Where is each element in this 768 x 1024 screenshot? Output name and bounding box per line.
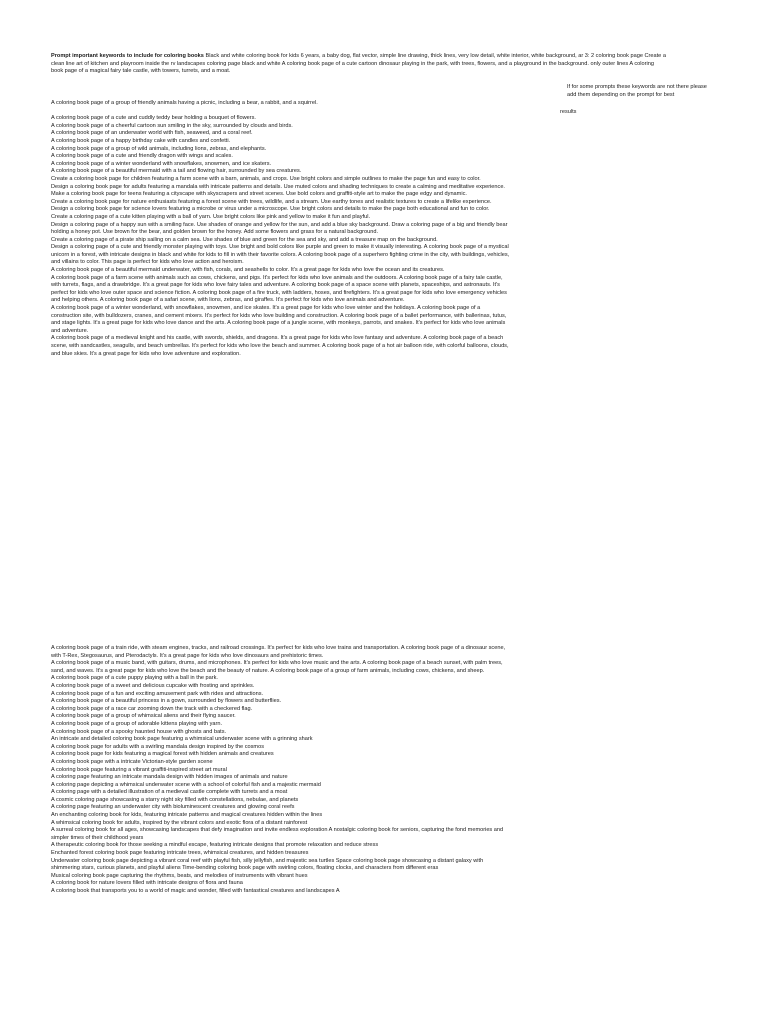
list-item: Design a coloring page of a cute and friendly monster playing with toys. Use bright and bold colors like purple and green to make it visually interesting. A coloring book page of a mystical unicorn in a forest, with intricate designs in black and white for kids to fill in with their favorite colors. A coloring book page of a superhero fighting crime in the city, with buildings, vehicles, and villains to color. This page is perfect for kids who love action and heroism. [51, 244, 510, 266]
list-item: A coloring book page for adults with a swirling mandala design inspired by the cosmos [51, 743, 264, 750]
list-item: Design a coloring book page for science lovers featuring a microbe or virus under a microscope. Use bright colors and details to make the page both educational and fun to color. [51, 206, 490, 213]
side-note: If for some prompts these keywords are not there please add them depending on the prompt for best [567, 84, 707, 98]
intro-heading: Prompt important keywords to include for coloring books [51, 53, 204, 59]
side-note-results: results [560, 109, 577, 115]
list-item: A coloring page featuring an underwater city with bioluminescent creatures and glowing coral reefs [51, 804, 295, 811]
list-item: A surreal coloring book for all ages, showcasing landscapes that defy imagination and invite endless exploration A nostalgic coloring book for seniors, capturing the fond memories and simpler times of their childhood years [51, 827, 504, 841]
list-item: A coloring book page with a intricate Victorian-style garden scene [51, 758, 213, 765]
list-item: Create a coloring book page for nature enthusiasts featuring a forest scene with trees, wildlife, and a stream. Use earthy tones and realistic textures to create a lifelike experience. [51, 198, 492, 205]
intro-paragraph [51, 53, 666, 76]
list-item: A coloring book page of a group of friendly animals having a picnic, including a bear, a rabbit, and a squirrel. [51, 100, 318, 106]
list-item: A coloring book page of a cheerful cartoon sun smiling in the sky, surrounded by clouds and birds. [51, 122, 293, 129]
spacer [51, 108, 511, 116]
list-item: A coloring book page of a group of adorable kittens playing with yarn. [51, 720, 223, 727]
list-item: A coloring book page of a fun and exciting amusement park with rides and attractions. [51, 690, 264, 697]
list-item: A coloring book page of a cute puppy playing with a ball in the park. [51, 675, 218, 682]
list-item: Enchanted forest coloring book page featuring intricate trees, whimsical creatures, and hidden treasures [51, 850, 309, 857]
list-item: A coloring book page of a medieval knight and his castle, with swords, shields, and dragons. It's a great page for kids who love fantasy and adventure. A coloring book page of a beach scene, with sandcastles, seagulls, and beach umbrellas. It's perfect for kids who love the beach and summer. A coloring book page of a hot air balloon ride, with colorful balloons, clouds, and blue skies. It's a great page for kids who love adventure and exploration. [51, 335, 509, 357]
list-item: Create a coloring book page for children featuring a farm scene with a barn, animals, and crops. Use bright colors and simple outlines to make the page fun and easy to color. [51, 175, 481, 182]
list-item: A coloring book page of a train ride, with steam engines, tracks, and railroad crossings. It's perfect for kids who love trains and transportation. A coloring book page of a dinosaur scene, with T-Rex, Stegosaurus, and Pterodactyls. It's a great page for kids who love dinosaurs and prehistoric times. [51, 645, 506, 659]
list-item: Design a coloring book page for adults featuring a mandala with intricate patterns and details. Use muted colors and shading techniques to create a calming and meditative experience. [51, 183, 505, 190]
list-item: A coloring page featuring an intricate mandala design with hidden images of animals and nature [51, 774, 288, 781]
list-item: Create a coloring page of a pirate ship sailing on a calm sea. Use shades of blue and green for the sea and sky, and add a treasure map on the background. [51, 236, 438, 243]
list-item: A coloring book page of a sweet and delicious cupcake with frosting and sprinkles. [51, 682, 255, 689]
list-item: A coloring book page for kids featuring a magical forest with hidden animals and creatures [51, 751, 274, 758]
list-item: Create a coloring page of a cute kitten playing with a ball of yarn. Use bright colors like pink and yellow to make it fun and playful. [51, 213, 371, 220]
list-item: A coloring book page of a group of wild animals, including lions, zebras, and elephants. [51, 145, 267, 152]
intro-body: Black and white coloring book for kids 6 years, a baby dog, flat vector, simple line drawing, thick lines, very low detail, white interior, white background, ar 3: 2 coloring book page Create a clean line art of kitchen and playroom inside the rv landscapes coloring page black and white A coloring book page of a cute cartoon dinosaur playing in the park, with trees, flowers, and a playground in the background. only outer lines A coloring book page of a magical fairy tale castle, with towers, turrets, and a moat. [51, 53, 666, 75]
list-item: A coloring book page featuring a vibrant graffiti-inspired street art mural [51, 766, 227, 773]
prompt-list-2 [51, 645, 511, 896]
list-item: A coloring book page of a music band, with guitars, drums, and microphones. It's perfect for kids who love music and the arts. A coloring book page of a beach sunset, with palm trees, sand, and waves. It's a great page for kids who love the beach and the beauty of nature. A coloring book page of a group of farm animals, including cows, chickens, and sheep. [51, 660, 503, 674]
list-item: A coloring book page of a winter wonderland, with snowflakes, snowmen, and ice skates. It's a great page for kids who love winter and the holidays. A coloring book page of a construction site, with bulldozers, cranes, and cement mixers. It's perfect for kids who love building and construction. A coloring book page of a ballet performance, with ballerinas, tutus, and stage lights. It's a great page for kids who love dance and the arts. A coloring book page of a jungle scene, with monkeys, parrots, and snakes. It's perfect for kids who love animals and adventure. [51, 305, 507, 334]
list-item: A coloring book page of a race car zooming down the track with a checkered flag. [51, 705, 253, 712]
list-item: A coloring book page of a beautiful mermaid underwater, with fish, corals, and seashells to color. It's a great page for kids who love the ocean and its creatures. [51, 267, 445, 274]
list-item: A coloring book page of a happy birthday cake with candles and confetti. [51, 137, 231, 144]
list-item: A therapeutic coloring book for those seeking a mindful escape, featuring intricate designs that promote relaxation and reduce stress [51, 842, 379, 849]
prompt-list-1 [51, 100, 511, 358]
list-item: A coloring book page of an underwater world with fish, seaweed, and a coral reef. [51, 130, 253, 137]
list-item: A coloring book page of a cute and cuddly teddy bear holding a bouquet of flowers. [51, 115, 256, 122]
list-item: A coloring book page of a farm scene with animals such as cows, chickens, and pigs. It's perfect for kids who love animals and the outdoors. A coloring book page of a fairy tale castle, with turrets, flags, and a drawbridge. It's a great page for kids who love fairy tales and adventure. A coloring book page of a space scene with planets, spaceships, and astronauts. It's perfect for kids who love outer space and science fiction. A coloring book page of a fire truck, with ladders, hoses, and firefighters. It's a great page for kids who love emergency vehicles and helping others. A coloring book page of a safari scene, with lions, zebras, and giraffes. It's perfect for kids who love animals and adventure. [51, 274, 507, 304]
list-item: Musical coloring book page capturing the rhythms, beats, and melodies of instruments with vibrant hues [51, 872, 308, 879]
list-item: A coloring book page of a beautiful mermaid with a tail and flowing hair, surrounded by sea creatures. [51, 168, 302, 175]
list-item: A coloring book page of a spooky haunted house with ghosts and bats. [51, 728, 227, 735]
list-item: A whimsical coloring book for adults, inspired by the vibrant colors and exotic flora of a distant rainforest [51, 819, 308, 826]
list-item: A coloring book for nature lovers filled with intricate designs of flora and fauna [51, 880, 243, 887]
list-item: Underwater coloring book page depicting a vibrant coral reef with playful fish, silly jellyfish, and majestic sea turtles Space coloring book page showcasing a distant galaxy with shimmering stars, curious planets, and playful aliens Time-bending coloring book page with swirling colors, floating clocks, and characters from different eras [51, 857, 484, 872]
list-item: A coloring book page of a winter wonderland with snowflakes, snowmen, and ice skaters. [51, 160, 272, 167]
list-item: A coloring book that transports you to a world of magic and wonder, filled with fantastical creatures and landscapes A [51, 888, 340, 894]
list-item: A coloring book page of a cute and friendly dragon with wings and scales. [51, 153, 233, 160]
list-item: An intricate and detailed coloring book page featuring a whimsical underwater scene with a grinning shark [51, 736, 313, 743]
list-item: An enchanting coloring book for kids, featuring intricate patterns and magical creatures hidden within the lines [51, 812, 323, 819]
list-item: Design a coloring page of a happy sun with a smiling face. Use shades of orange and yellow for the sun, and add a blue sky background. Draw a coloring page of a big and friendly bear holding a honey pot. Use brown for the bear, and golden brown for the honey. Add some flowers and grass for a natural background. [51, 221, 508, 236]
list-item: A coloring page depicting a whimsical underwater scene with a school of colorful fish and a majestic mermaid [51, 781, 321, 788]
list-item: Make a coloring book page for teens featuring a cityscape with skyscrapers and street scenes. Use bold colors and graffiti-style art to make the page edgy and dynamic. [51, 191, 467, 198]
list-item: A coloring page with a detailed illustration of a medieval castle complete with turrets and a moat [51, 789, 288, 796]
list-item: A coloring book page of a beautiful princess in a gown, surrounded by flowers and butterflies. [51, 698, 282, 705]
list-item: A cosmic coloring page showcasing a starry night sky filled with constellations, nebulae, and planets [51, 796, 299, 803]
list-item: A coloring book page of a group of whimsical aliens and their flying saucer. [51, 713, 236, 720]
